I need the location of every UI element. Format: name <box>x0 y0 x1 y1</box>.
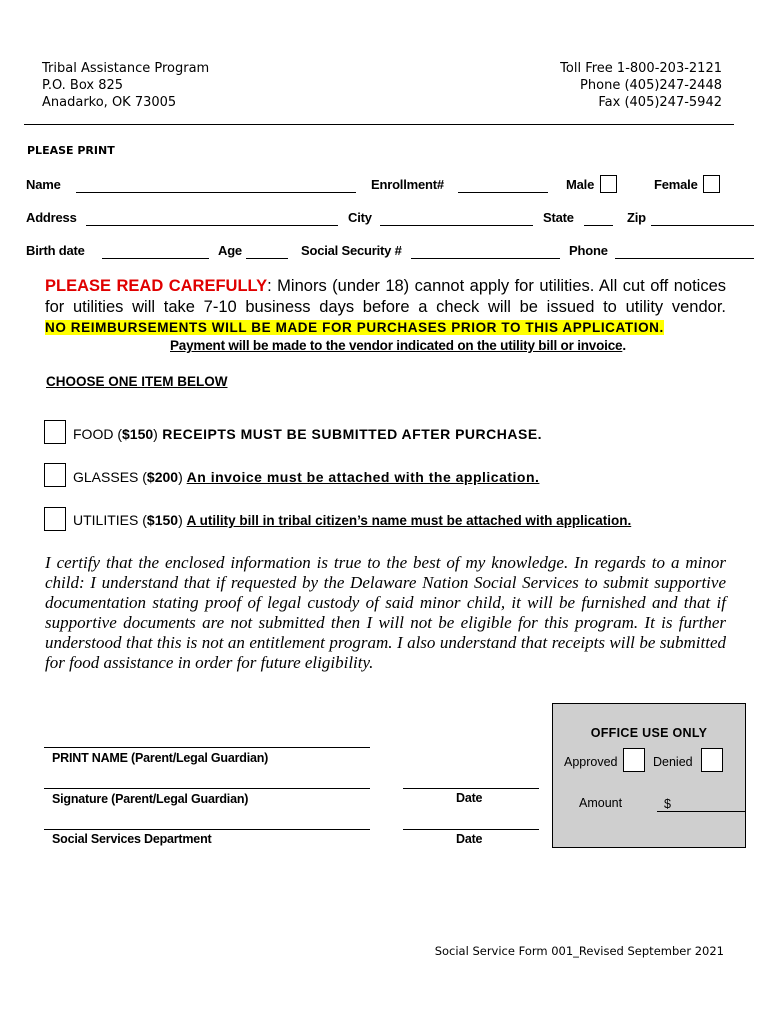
glasses-checkbox[interactable] <box>44 463 66 487</box>
please-read-carefully: PLEASE READ CAREFULLY <box>45 277 268 295</box>
address-line-1: P.O. Box 825 <box>42 78 124 93</box>
state-label: State <box>543 210 574 225</box>
food-note: RECEIPTS MUST BE SUBMITTED AFTER PURCHASE. <box>157 426 543 442</box>
food-option <box>73 426 542 442</box>
utilities-amount: $150 <box>146 512 179 528</box>
name-field[interactable] <box>76 192 356 193</box>
utilities-option <box>73 512 631 528</box>
phone-number: Phone (405)247-2448 <box>580 78 722 93</box>
female-label: Female <box>654 177 698 192</box>
glasses-option <box>73 469 539 485</box>
no-reimbursement-highlight: NO REIMBURSEMENTS WILL BE MADE FOR PURCHASES PRIOR TO THIS APPLICATION. <box>45 320 664 335</box>
food-amount: $150 <box>122 426 154 442</box>
state-field[interactable] <box>584 225 613 226</box>
utilities-close: ) <box>178 512 183 528</box>
phone-field[interactable] <box>615 258 754 259</box>
date-label-1: Date <box>456 791 483 805</box>
name-label: Name <box>26 177 61 192</box>
age-field[interactable] <box>246 258 288 259</box>
payment-period: . <box>622 338 626 353</box>
female-checkbox[interactable] <box>703 175 720 193</box>
office-use-title: OFFICE USE ONLY <box>590 726 708 740</box>
date-line-2[interactable] <box>403 829 539 830</box>
org-name: Tribal Assistance Program <box>42 61 210 76</box>
city-field[interactable] <box>380 225 533 226</box>
signature-label: Signature (Parent/Legal Guardian) <box>52 792 249 806</box>
denied-checkbox[interactable] <box>701 748 723 772</box>
date-label-2: Date <box>456 832 483 846</box>
fax-number: Fax (405)247-5942 <box>598 95 722 110</box>
print-name-line[interactable] <box>44 747 370 748</box>
approved-checkbox[interactable] <box>623 748 645 772</box>
notice-text: : Minors (under 18) cannot apply for utilities. All cut off notices for utilities will take 7-10 business days before a check will be issued to utility vendor. <box>45 277 726 316</box>
food-label: FOOD ( <box>73 426 122 442</box>
zip-label: Zip <box>627 210 646 225</box>
office-use-box <box>552 703 746 848</box>
org-address-block <box>42 60 209 111</box>
male-label: Male <box>566 177 595 192</box>
glasses-close: ) <box>178 469 183 485</box>
dept-label: Social Services Department <box>52 832 212 846</box>
glasses-amount: $200 <box>146 469 179 485</box>
amount-label: Amount <box>579 796 623 810</box>
phone-label: Phone <box>569 243 608 258</box>
glasses-note: An invoice must be attached with the application. <box>186 469 540 485</box>
payment-text: Payment will be made to the vendor indicated on the utility bill or invoice <box>170 338 623 353</box>
signature-line[interactable] <box>44 788 370 789</box>
enrollment-label: Enrollment# <box>371 177 444 192</box>
dollar-sign: $ <box>664 797 671 811</box>
certification-paragraph: I certify that the enclosed information is true to the best of my knowledge. In regards to a minor child: I understand that if requested by the Delaware Nation Social Services to submit supportive documentation stating proof of legal custody of said minor child, it will be furnished and that if supportive documents are not submitted then I will not be eligible for this program. It is further understood that this is not an entitlement program. I also understand that receipts will be submitted for food assistance in order for future eligibility. <box>45 553 726 672</box>
address-field[interactable] <box>86 225 338 226</box>
notice-paragraph <box>45 276 726 318</box>
address-label: Address <box>26 210 77 225</box>
date-line-1[interactable] <box>403 788 539 789</box>
amount-field[interactable] <box>657 811 745 812</box>
payment-note <box>170 338 626 353</box>
birth-date-field[interactable] <box>102 258 209 259</box>
header-divider <box>24 124 734 125</box>
utilities-checkbox[interactable] <box>44 507 66 531</box>
enrollment-field[interactable] <box>458 192 548 193</box>
male-checkbox[interactable] <box>600 175 617 193</box>
print-name-label: PRINT NAME (Parent/Legal Guardian) <box>52 751 269 765</box>
food-checkbox[interactable] <box>44 420 66 444</box>
glasses-label: GLASSES ( <box>73 469 147 485</box>
toll-free-number: Toll Free 1-800-203-2121 <box>560 61 722 76</box>
no-reimbursement-block <box>45 319 726 337</box>
contact-block <box>560 60 722 111</box>
ssn-label: Social Security # <box>301 243 402 258</box>
ssn-field[interactable] <box>411 258 560 259</box>
footer-form-id: Social Service Form 001_Revised September 2021 <box>434 944 724 958</box>
utilities-label: UTILITIES ( <box>73 512 147 528</box>
birth-date-label: Birth date <box>26 243 85 258</box>
zip-field[interactable] <box>651 225 754 226</box>
choose-heading: CHOOSE ONE ITEM BELOW <box>46 374 228 389</box>
approved-label: Approved <box>564 755 618 769</box>
food-close: ) <box>153 426 158 442</box>
address-line-2: Anadarko, OK 73005 <box>42 95 177 110</box>
utilities-note: A utility bill in tribal citizen’s name must be attached with application. <box>186 513 632 528</box>
denied-label: Denied <box>653 755 693 769</box>
age-label: Age <box>218 243 242 258</box>
dept-line[interactable] <box>44 829 370 830</box>
city-label: City <box>348 210 372 225</box>
please-print-label: PLEASE PRINT <box>27 144 115 157</box>
